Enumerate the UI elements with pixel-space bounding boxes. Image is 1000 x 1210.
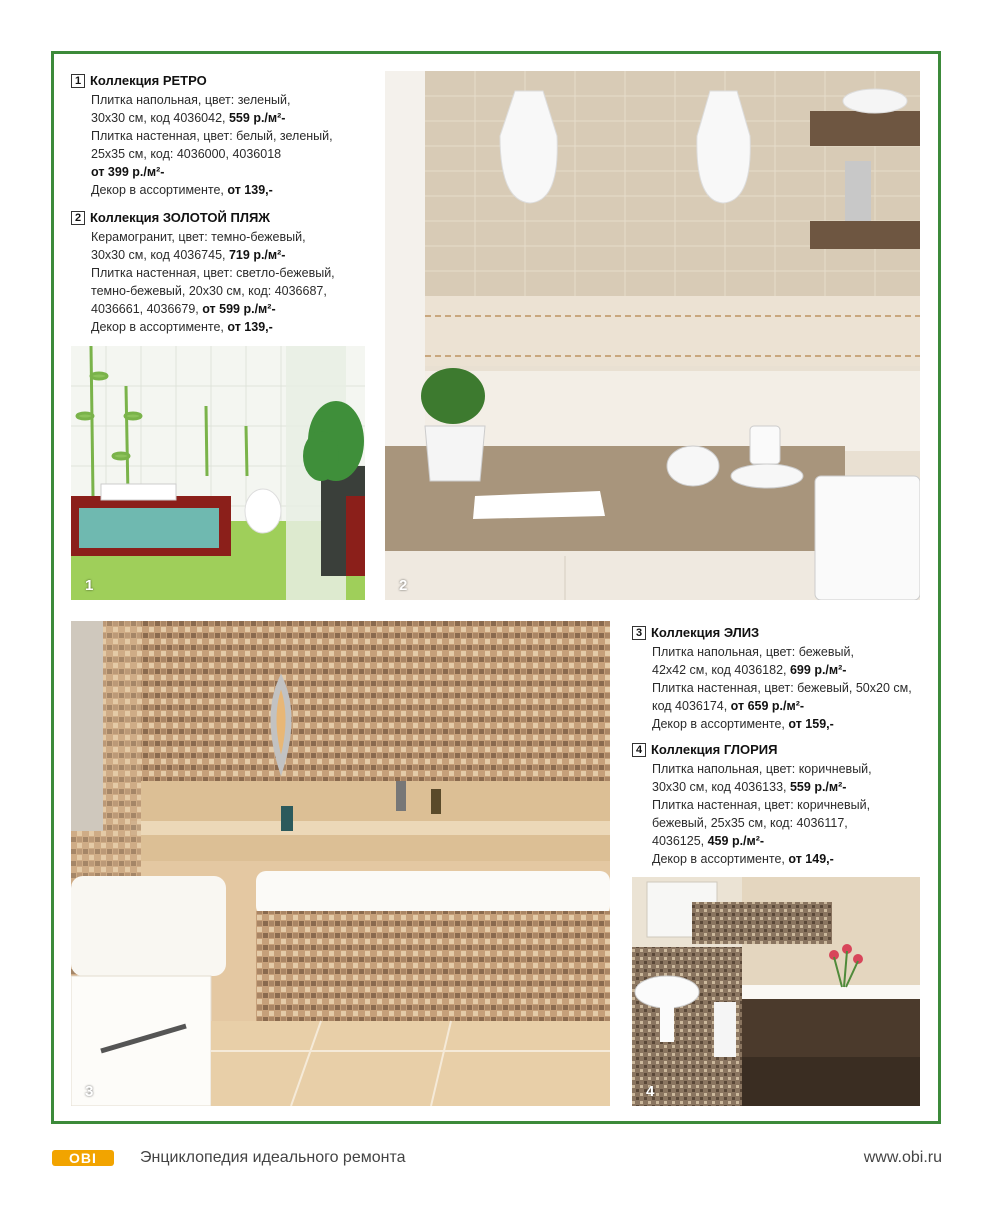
eliz-bathroom-illustration bbox=[71, 621, 610, 1106]
price: от 659 р./м²- bbox=[730, 699, 805, 713]
collection-line bbox=[632, 850, 872, 868]
collection-number: 2 bbox=[71, 211, 85, 225]
line-text: 42х42 см, код 4036182, bbox=[652, 663, 790, 677]
photo-badge: 2 bbox=[399, 577, 408, 594]
collection-eliz bbox=[632, 624, 912, 733]
collection-line bbox=[71, 127, 333, 145]
line-text: Плитка настенная, цвет: светло-бежевый, bbox=[91, 266, 335, 280]
gloria-bathroom-illustration bbox=[632, 877, 920, 1106]
collection-line bbox=[632, 679, 912, 697]
line-text: бежевый, 25х35 см, код: 4036117, bbox=[652, 816, 848, 830]
collection-gloria bbox=[632, 741, 872, 868]
collection-line bbox=[632, 814, 872, 832]
line-text: Плитка настенная, цвет: коричневый, bbox=[652, 798, 871, 812]
price: 719 р./м²- bbox=[228, 248, 286, 262]
line-text: темно-бежевый, 20х30 см, код: 4036687, bbox=[91, 284, 327, 298]
collection-line bbox=[632, 697, 912, 715]
price: 559 р./м²- bbox=[228, 111, 286, 125]
line-text: Декор в ассортименте, bbox=[652, 717, 789, 731]
collection-title-text: Коллекция ГЛОРИЯ bbox=[651, 742, 778, 757]
line-text: Плитка настенная, цвет: белый, зеленый, bbox=[91, 129, 333, 143]
collection-retro bbox=[71, 72, 333, 199]
collection-line bbox=[71, 282, 335, 300]
line-text: Декор в ассортименте, bbox=[91, 320, 228, 334]
price: от 139,- bbox=[227, 320, 273, 334]
collection-title-text: Коллекция РЕТРО bbox=[90, 73, 207, 88]
price: 559 р./м²- bbox=[789, 780, 847, 794]
collection-line bbox=[71, 246, 335, 264]
line-text: 4036661, 4036679, bbox=[91, 302, 203, 316]
photo-retro-bathroom bbox=[71, 346, 365, 600]
collection-line bbox=[632, 643, 912, 661]
price: от 159,- bbox=[788, 717, 834, 731]
collection-line bbox=[71, 300, 335, 318]
line-text: 30х30 см, код 4036042, bbox=[91, 111, 229, 125]
kitchen-illustration bbox=[385, 71, 920, 600]
line-text: 4036125, bbox=[652, 834, 708, 848]
price: 699 р./м²- bbox=[789, 663, 847, 677]
collection-title bbox=[632, 624, 912, 642]
collection-line bbox=[71, 145, 333, 163]
line-text: 25х35 см, код: 4036000, 4036018 bbox=[91, 147, 282, 161]
collection-title bbox=[632, 741, 872, 759]
collection-golden-beach bbox=[71, 209, 335, 336]
collection-number: 3 bbox=[632, 626, 646, 640]
line-text: 30х30 см, код 4036745, bbox=[91, 248, 229, 262]
collection-line bbox=[71, 163, 333, 181]
photo-eliz-bathroom bbox=[71, 621, 610, 1106]
collection-line bbox=[632, 661, 912, 679]
collection-title-text: Коллекция ЗОЛОТОЙ ПЛЯЖ bbox=[90, 210, 271, 225]
line-text: Декор в ассортименте, bbox=[652, 852, 789, 866]
line-text: Керамогранит, цвет: темно-бежевый, bbox=[91, 230, 306, 244]
line-text: Плитка настенная, цвет: бежевый, 50х20 см, bbox=[652, 681, 912, 695]
line-text: код 4036174, bbox=[652, 699, 731, 713]
price: от 139,- bbox=[227, 183, 273, 197]
collection-line bbox=[71, 109, 333, 127]
footer-tagline: Энциклопедия идеального ремонта bbox=[140, 1149, 406, 1166]
collection-line bbox=[71, 228, 335, 246]
price: от 149,- bbox=[788, 852, 834, 866]
collection-title bbox=[71, 72, 333, 90]
collection-line bbox=[632, 796, 872, 814]
collection-number: 4 bbox=[632, 743, 646, 757]
collection-number: 1 bbox=[71, 74, 85, 88]
line-text: 30х30 см, код 4036133, bbox=[652, 780, 790, 794]
photo-golden-beach-kitchen bbox=[385, 71, 920, 600]
collection-title-text: Коллекция ЭЛИЗ bbox=[651, 625, 760, 640]
price: 459 р./м²- bbox=[707, 834, 765, 848]
photo-badge: 3 bbox=[85, 1083, 94, 1100]
footer-website-link[interactable]: www.obi.ru bbox=[863, 1149, 942, 1166]
line-text: Плитка напольная, цвет: коричневый, bbox=[652, 762, 872, 776]
line-text: Декор в ассортименте, bbox=[91, 183, 228, 197]
collection-line bbox=[632, 778, 872, 796]
line-text: Плитка напольная, цвет: зеленый, bbox=[91, 93, 291, 107]
collection-title bbox=[71, 209, 335, 227]
collection-line bbox=[71, 91, 333, 109]
photo-badge: 4 bbox=[646, 1083, 655, 1100]
line-text: Плитка напольная, цвет: бежевый, bbox=[652, 645, 854, 659]
photo-badge: 1 bbox=[85, 577, 94, 594]
collection-line bbox=[632, 760, 872, 778]
collection-line bbox=[632, 715, 912, 733]
collection-line bbox=[71, 318, 335, 336]
price: от 399 р./м²- bbox=[91, 165, 165, 179]
retro-bathroom-illustration bbox=[71, 346, 365, 600]
photo-gloria-bathroom bbox=[632, 877, 920, 1106]
collection-line bbox=[632, 832, 872, 850]
obi-logo[interactable]: OBI bbox=[52, 1150, 114, 1166]
collection-line bbox=[71, 264, 335, 282]
collection-line bbox=[71, 181, 333, 199]
price: от 599 р./м²- bbox=[202, 302, 276, 316]
